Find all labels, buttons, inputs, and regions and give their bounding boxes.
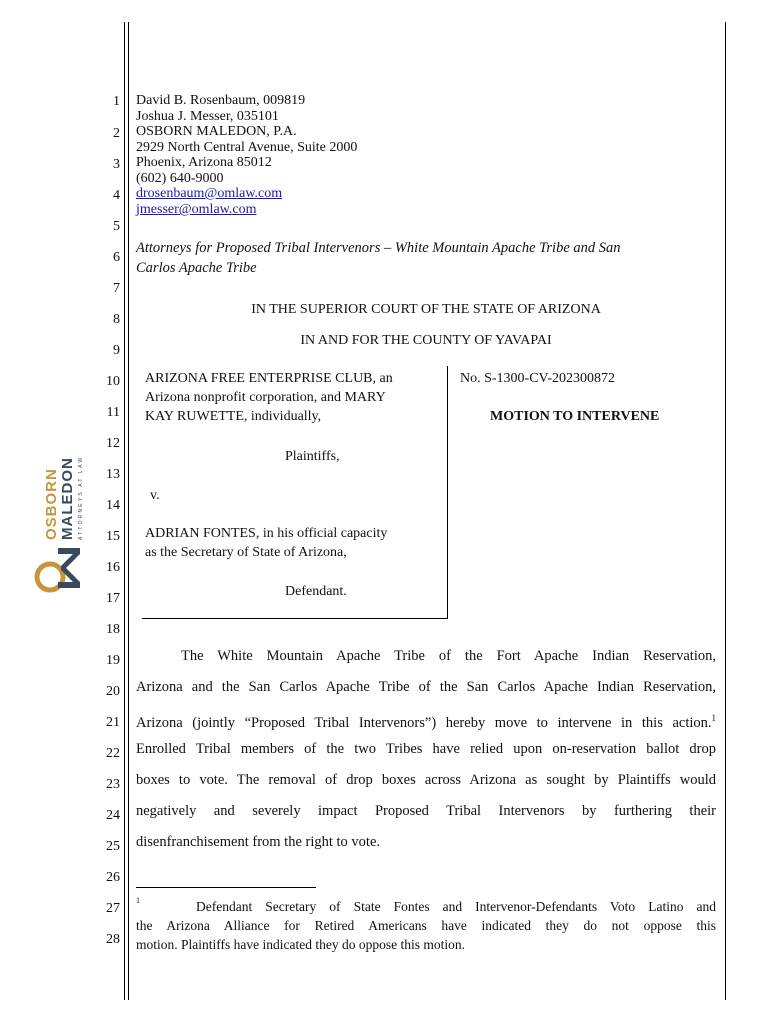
document-title: MOTION TO INTERVENE xyxy=(490,409,660,424)
plaintiffs-name: ARIZONA FREE ENTERPRISE CLUB, an xyxy=(145,371,393,386)
body-line: disenfranchisement from the right to vote. xyxy=(136,834,381,850)
line-number: 25 xyxy=(106,839,120,854)
body-line: Enrolled Tribal members of the two Tribes have relied upon on-reservation ballot drop xyxy=(136,741,716,757)
defendant-name: ADRIAN FONTES, in his official capacity xyxy=(145,526,388,541)
attorney-line: (602) 640-9000 xyxy=(136,171,224,186)
line-number: 1 xyxy=(113,94,120,109)
body-line: The White Mountain Apache Tribe of the Fort Apache Indian Reservation, xyxy=(181,648,716,664)
line-number: 9 xyxy=(113,343,120,358)
line-number: 18 xyxy=(106,622,120,637)
osborn-maledon-logo-icon xyxy=(30,430,90,600)
footnote-line: motion. Plaintiffs have indicated they do oppose this motion. xyxy=(136,937,465,952)
line-number: 3 xyxy=(113,157,120,172)
attorney-line: OSBORN MALEDON, P.A. xyxy=(136,124,297,139)
line-number: 6 xyxy=(113,250,120,265)
attorney-line: Phoenix, Arizona 85012 xyxy=(136,155,272,170)
defendant-name: as the Secretary of State of Arizona, xyxy=(145,545,347,560)
line-number: 19 xyxy=(106,653,120,668)
body-line: Arizona and the San Carlos Apache Tribe of the San Carlos Apache Indian Reservation, xyxy=(136,679,716,695)
attorney-line: Joshua J. Messer, 035101 xyxy=(136,109,279,124)
line-number: 16 xyxy=(106,560,120,575)
line-number: 28 xyxy=(106,932,120,947)
line-number: 23 xyxy=(106,777,120,792)
body-line: negatively and severely impact Proposed Tribal Intervenors by furthering their xyxy=(136,803,716,819)
firm-logo xyxy=(30,430,90,600)
line-number: 5 xyxy=(113,219,120,234)
line-number: 21 xyxy=(106,715,120,730)
email-link[interactable]: jmesser@omlaw.com xyxy=(136,202,257,217)
line-number: 15 xyxy=(106,529,120,544)
defendant-label: Defendant. xyxy=(285,584,347,599)
line-number: 4 xyxy=(113,188,120,203)
attorney-role: Attorneys for Proposed Tribal Intervenors – White Mountain Apache Tribe and San xyxy=(136,240,621,256)
line-number: 12 xyxy=(106,436,120,451)
line-number: 8 xyxy=(113,312,120,327)
attorney-role: Carlos Apache Tribe xyxy=(136,260,257,276)
left-margin-rule-2 xyxy=(128,22,129,1000)
court-title: IN THE SUPERIOR COURT OF THE STATE OF ARIZONA xyxy=(251,302,601,317)
line-number: 24 xyxy=(106,808,120,823)
line-number: 27 xyxy=(106,901,120,916)
footnote-line: the Arizona Alliance for Retired Americans have indicated they do not oppose this xyxy=(136,918,716,933)
body-line: boxes to vote. The removal of drop boxes across Arizona as sought by Plaintiffs would xyxy=(136,772,716,788)
caption-right-border xyxy=(447,366,448,618)
footnote-separator xyxy=(136,887,316,888)
case-number: No. S-1300-CV-202300872 xyxy=(460,371,616,386)
attorney-line: David B. Rosenbaum, 009819 xyxy=(136,93,306,108)
line-number: 10 xyxy=(106,374,120,389)
court-county: IN AND FOR THE COUNTY OF YAVAPAI xyxy=(300,333,552,348)
plaintiffs-name: KAY RUWETTE, individually, xyxy=(145,409,322,424)
logo-text-top: OSBORN xyxy=(43,468,60,540)
line-number: 14 xyxy=(106,498,120,513)
left-margin-rule xyxy=(124,22,125,1000)
attorney-line: 2929 North Central Avenue, Suite 2000 xyxy=(136,140,358,155)
body-line xyxy=(136,709,716,732)
footnote-marker: 1 xyxy=(136,896,140,905)
logo-m-icon xyxy=(58,548,80,588)
right-margin-rule xyxy=(725,22,726,1000)
caption-bottom-border xyxy=(142,618,448,619)
footnote-line: Defendant Secretary of State Fontes and Intervenor-Defendants Voto Latino and xyxy=(196,899,716,914)
line-number: 13 xyxy=(106,467,120,482)
email-link[interactable]: drosenbaum@omlaw.com xyxy=(136,186,283,201)
body-line-text: Arizona (jointly “Proposed Tribal Intervenors”) hereby move to intervene in this action. xyxy=(136,714,712,731)
versus: v. xyxy=(150,488,160,503)
plaintiffs-name: Arizona nonprofit corporation, and MARY xyxy=(145,390,386,405)
line-number: 17 xyxy=(106,591,120,606)
line-number: 2 xyxy=(113,126,120,141)
logo-tagline: ATTORNEYS AT LAW xyxy=(78,455,84,540)
line-number: 22 xyxy=(106,746,120,761)
footnote-ref[interactable]: 1 xyxy=(711,713,716,723)
plaintiffs-label: Plaintiffs, xyxy=(285,449,340,464)
line-number: 7 xyxy=(113,281,120,296)
logo-text-bottom: MALEDON xyxy=(59,457,76,540)
line-number: 26 xyxy=(106,870,120,885)
line-number: 11 xyxy=(106,405,120,420)
line-number: 20 xyxy=(106,684,120,699)
